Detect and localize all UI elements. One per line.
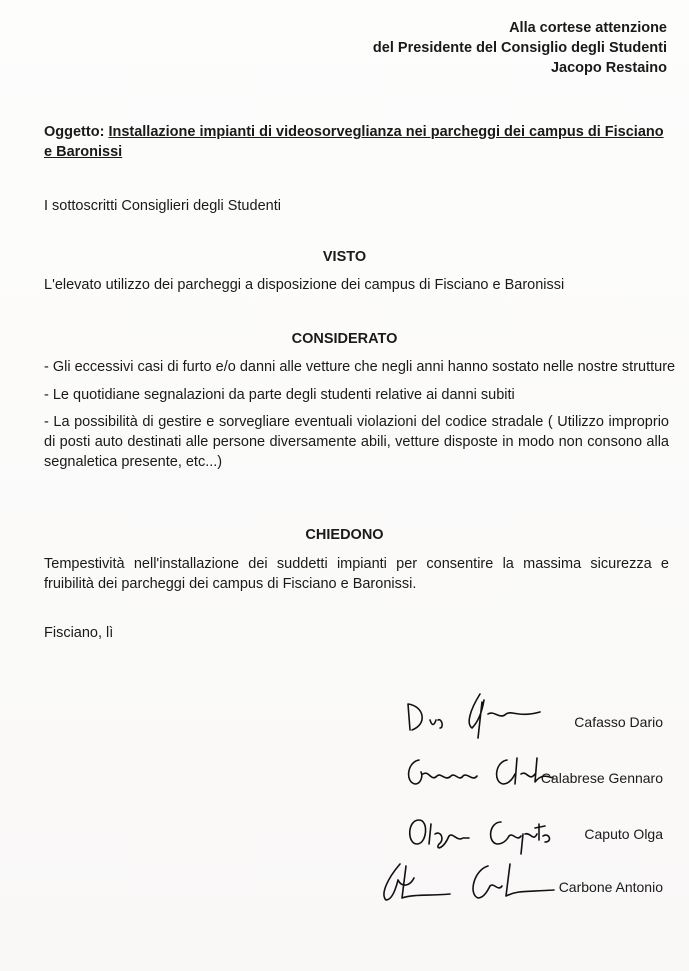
visto-heading: VISTO (322, 249, 367, 265)
chiedono-heading: CHIEDONO (305, 527, 384, 543)
considerato-item: - Gli eccessivi casi di furto e/o danni alle vetture che negli anni hanno sostato nelle nostre strutture (44, 359, 676, 375)
recipient-line-2: del Presidente del Consiglio degli Studenti (372, 40, 667, 56)
subject-line (44, 122, 674, 162)
chiedono-text: Tempestività nell'installazione dei suddetti impianti per consentire la massima sicurezza e fruibilità dei parcheggi dei campus di Fisciano e Baronissi. (44, 556, 669, 592)
considerato-item: - Le quotidiane segnalazioni da parte degli studenti relative ai danni subiti (44, 387, 515, 403)
subject-text: Installazione impianti di videosorveglianza nei parcheggi dei campus di Fisciano e Baronissi (44, 124, 664, 160)
considerato-heading: CONSIDERATO (291, 331, 398, 347)
signature-caputo (405, 810, 555, 855)
intro-text: I sottoscritti Consiglieri degli Studenti (44, 198, 281, 214)
recipient-line-1: Alla cortese attenzione (509, 20, 667, 36)
signature-cafasso (400, 690, 550, 740)
signatory-name: Caputo Olga (584, 826, 663, 842)
visto-text: L'elevato utilizzo dei parcheggi a disposizione dei campus di Fisciano e Baronissi (44, 277, 565, 293)
signatory-name: Cafasso Dario (574, 714, 663, 730)
recipient-block (373, 18, 667, 78)
recipient-name: Jacopo Restaino (550, 60, 667, 76)
signatory-name: Carbone Antonio (558, 879, 663, 895)
place-date: Fisciano, lì (44, 625, 114, 641)
considerato-item: - La possibilità di gestire e sorvegliare eventuali violazioni del codice stradale ( Utilizzo improprio di posti auto destinati alle persone diversamente abili, vetture disposte in modo non consono alla segnaletica presente, etc...) (44, 414, 669, 470)
signature-carbone (370, 858, 560, 908)
signatory-name: Calabrese Gennaro (540, 770, 663, 786)
subject-label: Oggetto: (44, 124, 105, 140)
